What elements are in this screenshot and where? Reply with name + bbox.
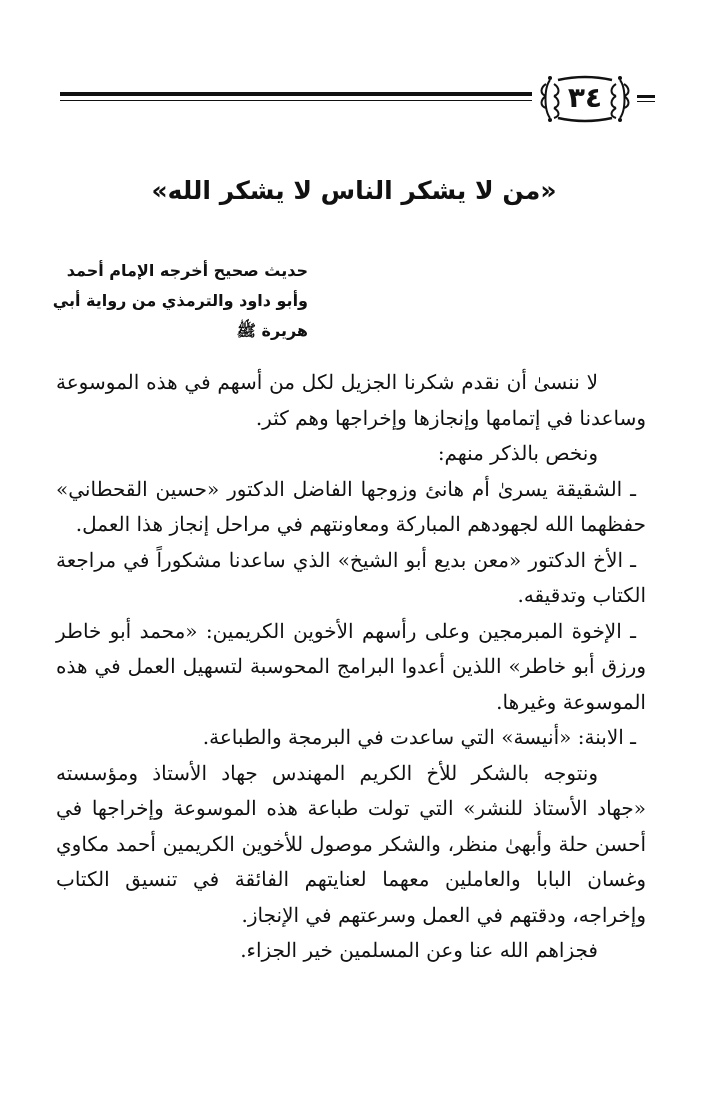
hadith-title: «من لا يشكر الناس لا يشكر الله» <box>151 176 557 205</box>
bullet-item: ـ الابنة: «أنيسة» التي ساعدت في البرمجة والطباعة. <box>202 725 636 749</box>
attribution-line: هريرة ﷺ <box>236 321 308 340</box>
paragraph: ونخص بالذكر منهم: <box>437 441 598 465</box>
paragraph: فجزاهم الله عنا وعن المسلمين خير الجزاء. <box>240 938 598 962</box>
hadith-attribution <box>52 256 308 346</box>
paragraph: لا ننسىٰ أن نقدم شكرنا الجزيل لكل من أسهم في هذه الموسوعة وساعدنا في إتمامها وإنجازها وإخراجها وهم كثر. <box>56 370 646 430</box>
header-double-rule <box>60 92 532 106</box>
paragraph: ونتوجه بالشكر للأخ الكريم المهندس جهاد الأستاذ ومؤسسته «جهاد الأستاذ للنشر» التي تولت طباعة هذه الموسوعة وإخراجها في أحسن حلة وأبهىٰ منظر، والشكر موصول للأخوين الكريمين أحمد مكاوي وغسان البابا والعاملين معهما لعنايتهم الفائقة في تنسيق الكتاب وإخراجه، ودقتهم في العمل وسرعتهم في الإنجاز. <box>56 760 646 927</box>
bullet-item: ـ الإخوة المبرمجين وعلى رأسهم الأخوين الكريمين: «محمد أبو خاطر ورزق أبو خاطر» اللذين أعدوا البرامج المحوسبة لتسهيل العمل في هذه الموسوعة وغيرها. <box>56 618 646 714</box>
bullet-item: ـ الأخ الدكتور «معن بديع أبو الشيخ» الذي ساعدنا مشكوراً في مراجعة الكتاب وتدقيقه. <box>56 547 646 607</box>
page-number: ٣٤ <box>567 81 603 114</box>
attribution-line: وأبو داود والترمذي من رواية أبي <box>52 291 308 310</box>
acknowledgements-body <box>56 365 646 969</box>
attribution-line: حديث صحيح أخرجه الإمام أحمد <box>66 261 308 280</box>
bullet-item: ـ الشقيقة يسرىٰ أم هانئ وزوجها الفاضل الدكتور «حسين القحطاني» حفظهما الله لجهودهم المباركة ومعاونتهم في مراحل إنجاز هذا العمل. <box>56 476 646 536</box>
header-rule-tail <box>637 95 655 105</box>
